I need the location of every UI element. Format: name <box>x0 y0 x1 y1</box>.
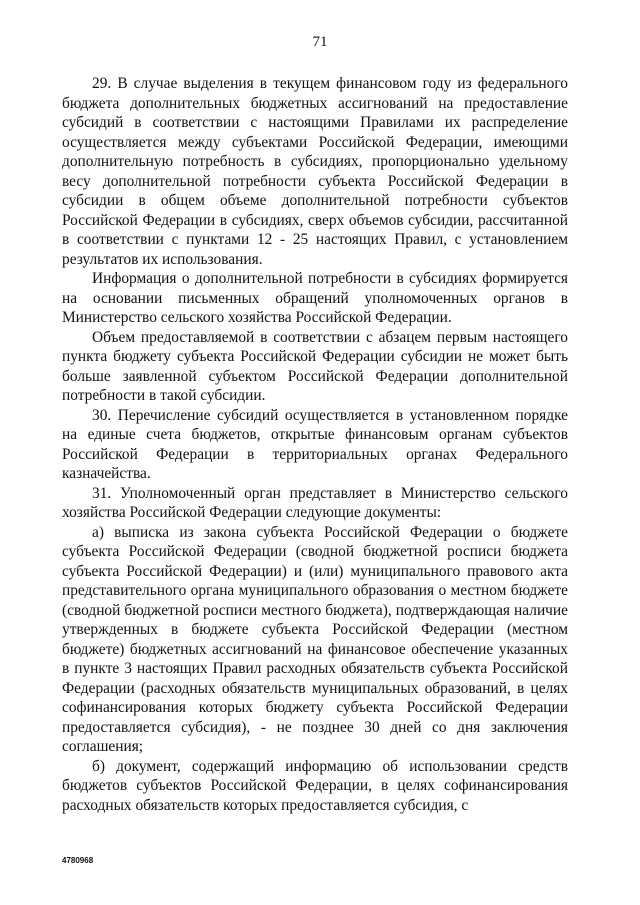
paragraph-30: 30. Перечисление субсидий осуществляется в установленном порядке на единые счета бюджетов, открытые финансовым органам субъектов Российской Федерации в территориальных органах Федерального казначейства. <box>62 406 568 482</box>
paragraph-31-b: б) документ, содержащий информацию об использовании средств бюджетов субъектов Российской Федерации, в целях софинансирования расходных обязательств которых предоставляется субсидия, с <box>62 757 568 814</box>
paragraph-subsidy-volume: Объем предоставляемой в соответствии с абзацем первым настоящего пункта бюджету субъекта Российской Федерации субсидии не может быть больше заявленной субъектом Российской Федерации дополнительной потребности в такой субсидии. <box>62 328 568 404</box>
paragraph-31-a: а) выписка из закона субъекта Российской Федерации о бюджете субъекта Российской Федерации (сводной бюджетной росписи бюджета субъекта Российской Федерации) и (или) муниципального правового акта представительного органа муниципального образования о местном бюджете (сводной бюджетной росписи местного бюджета), подтверждающая наличие утвержденных в бюджете субъекта Российской Федерации (местном бюджете) бюджетных ассигнований на финансовое обеспечение указанных в пункте 3 настоящих Правил расходных обязательств субъекта Российской Федерации (расходных обязательств муниципальных образований, в целях софинансирования которых бюджету субъекта Российской Федерации предоставляется субсидия), - не позднее 30 дней со дня заключения соглашения; <box>62 523 568 755</box>
paragraph-additional-need-info: Информация о дополнительной потребности в субсидиях формируется на основании письменных обращений уполномоченных органов в Министерство сельского хозяйства Российской Федерации. <box>62 270 568 326</box>
paragraph-31: 31. Уполномоченный орган представляет в Министерство сельского хозяйства Российской Федерации следующие документы: <box>62 484 568 521</box>
paragraph-29: 29. В случае выделения в текущем финансовом году из федерального бюджета дополнительных бюджетных ассигнований на предоставление субсидий в соответствии с настоящими Правилами их распределение осуществляется между субъектами Российской Федерации, имеющими дополнительную потребность в субсидиях, пропорционально удельному весу дополнительной потребности субъекта Российской Федерации в субсидии в общем объеме дополнительной потребности субъектов Российской Федерации в субсидиях, сверх объемов субсидии, рассчитанной в соответствии с пунктами 12 - 25 настоящих Правил, с установлением результатов их использования. <box>62 75 568 268</box>
document-body <box>62 74 568 815</box>
document-code: 4780968 <box>62 856 94 865</box>
page-number: 71 <box>312 34 328 50</box>
